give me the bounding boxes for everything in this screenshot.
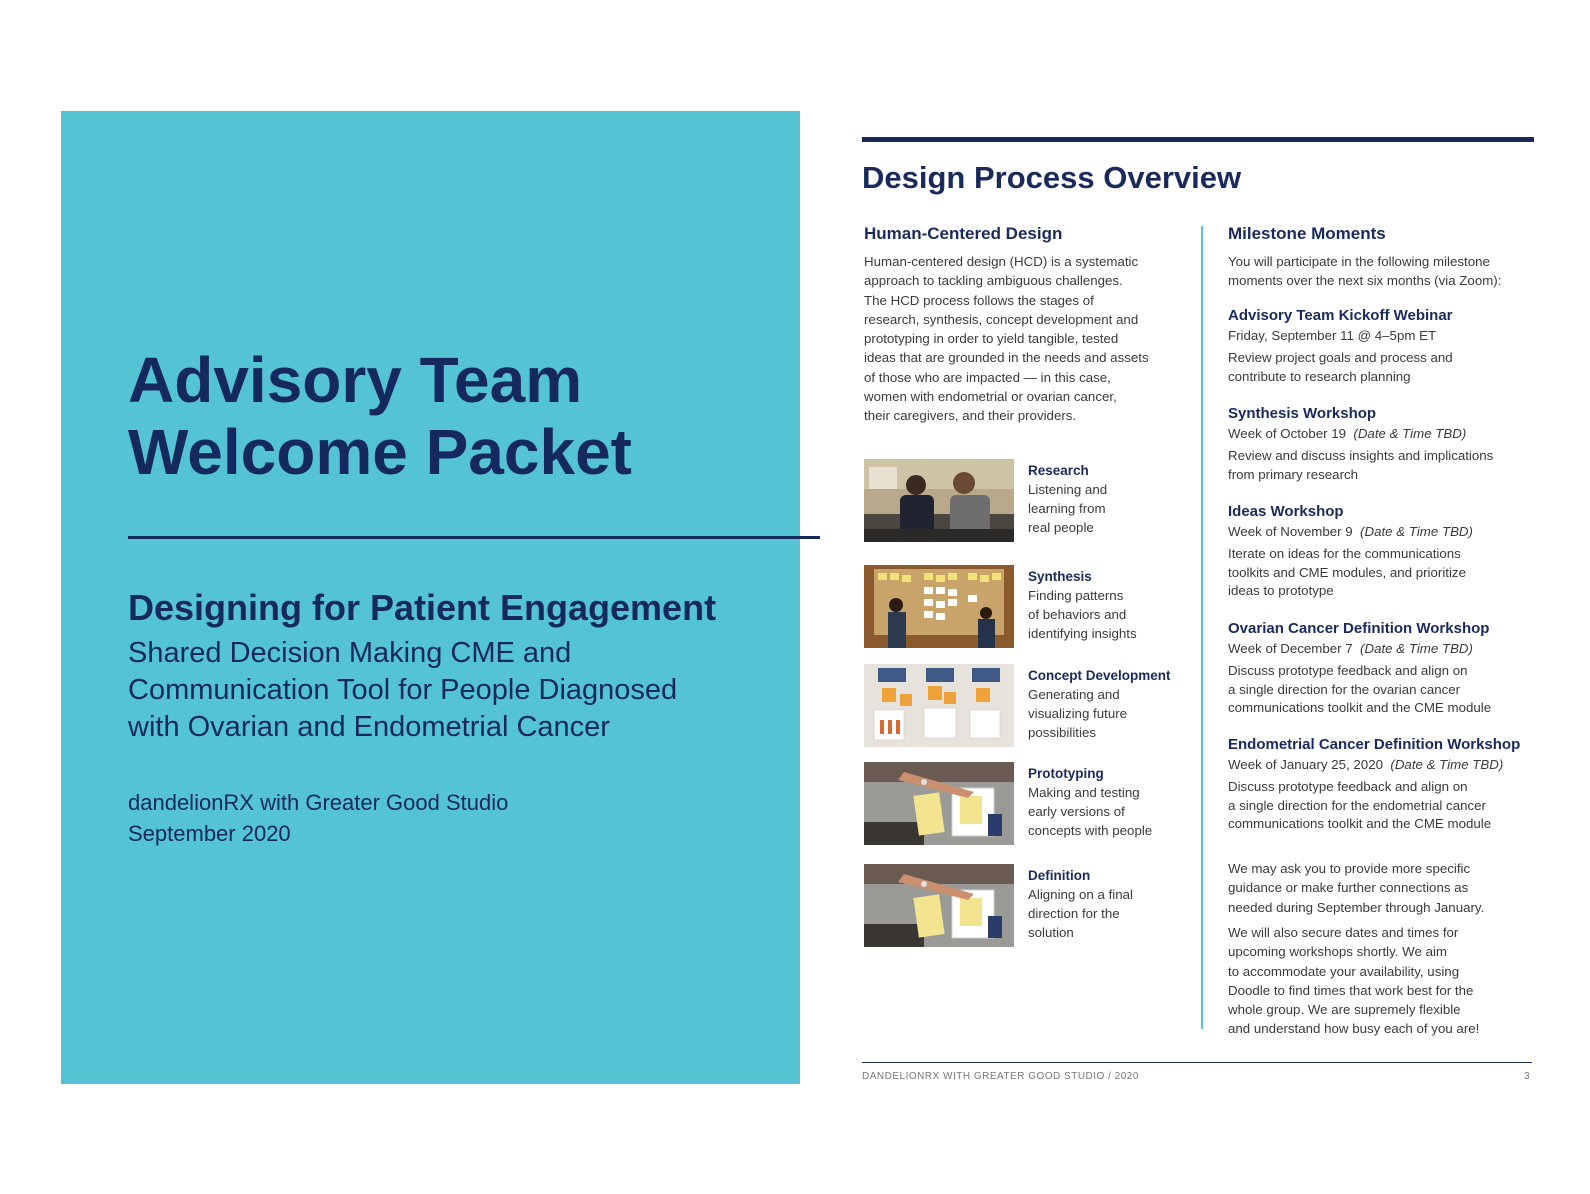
- stage-desc-line: possibilities: [1028, 725, 1096, 740]
- stage-title: Prototyping: [1028, 766, 1104, 781]
- cover-desc-line3: with Ovarian and Endometrial Cancer: [128, 711, 610, 743]
- milestone-desc-line: communications toolkit and the CME module: [1228, 700, 1492, 715]
- hcd-line: ideas that are grounded in the needs and assets: [864, 350, 1149, 366]
- milestone-date-text: Week of December 7: [1228, 641, 1353, 656]
- milestone-desc-line: Iterate on ideas for the communications: [1228, 546, 1461, 561]
- note-line: We will also secure dates and times for: [1228, 925, 1459, 940]
- page-top-rule: [862, 137, 1534, 142]
- milestone-ovarian-definition: [1228, 619, 1538, 718]
- cover-byline: [128, 787, 508, 849]
- cover-divider: [128, 536, 820, 539]
- research-photo: [864, 459, 1014, 542]
- hcd-line: approach to tackling ambiguous challenges.: [864, 273, 1123, 289]
- hcd-line: women with endometrial or ovarian cancer,: [864, 389, 1117, 405]
- stage-desc-line: Finding patterns: [1028, 588, 1124, 603]
- milestones-note-2: [1228, 923, 1538, 1039]
- cover-panel: [61, 111, 800, 1084]
- stage-desc-line: Listening and: [1028, 482, 1108, 497]
- milestone-date: [1228, 639, 1538, 658]
- hcd-line: The HCD process follows the stages of: [864, 292, 1094, 308]
- footer-credit: DANDELIONRX WITH GREATER GOOD STUDIO / 2020: [862, 1071, 1139, 1082]
- note-line: needed during September through January.: [1228, 899, 1485, 915]
- milestone-tbd: (Date & Time TBD): [1360, 641, 1473, 656]
- stage-synthesis: [864, 565, 1194, 650]
- milestone-date-text: Week of January 25, 2020: [1228, 757, 1383, 772]
- milestone-desc-line: toolkits and CME modules, and prioritize: [1228, 564, 1466, 580]
- milestone-date-text: Week of November 9: [1228, 524, 1353, 539]
- stage-desc-line: real people: [1028, 520, 1094, 535]
- milestone-date-text: Friday, September 11 @ 4–5pm ET: [1228, 328, 1437, 343]
- cover-desc-line1: Shared Decision Making CME and: [128, 637, 572, 669]
- milestone-desc-line: contribute to research planning: [1228, 368, 1411, 384]
- milestone-date: [1228, 755, 1538, 774]
- milestone-title: Endometrial Cancer Definition Workshop: [1228, 736, 1521, 753]
- cover-date: September 2020: [128, 821, 291, 846]
- stage-title: Concept Development: [1028, 668, 1171, 683]
- milestone-synthesis-workshop: [1228, 404, 1538, 484]
- hcd-paragraph: [864, 252, 1184, 426]
- milestones-intro: [1228, 252, 1538, 291]
- hcd-line: prototyping in order to yield tangible, tested: [864, 331, 1119, 347]
- concept-photo: [864, 664, 1014, 747]
- milestone-desc: [1228, 349, 1538, 386]
- milestone-kickoff: [1228, 306, 1538, 386]
- definition-photo: [864, 864, 1014, 947]
- stage-desc-line: early versions of: [1028, 804, 1125, 819]
- footer-rule: [862, 1062, 1532, 1063]
- stage-desc-line: identifying insights: [1028, 626, 1137, 641]
- milestone-title: Advisory Team Kickoff Webinar: [1228, 307, 1453, 324]
- milestone-desc-line: Discuss prototype feedback and align on: [1228, 663, 1468, 678]
- stage-desc: [1028, 685, 1193, 742]
- stage-desc-line: visualizing future: [1028, 706, 1128, 721]
- milestone-desc-line: ideas to prototype: [1228, 583, 1334, 598]
- cover-description: [128, 635, 788, 746]
- stage-concept-development: [864, 664, 1194, 749]
- milestone-desc: [1228, 447, 1538, 484]
- stage-desc: [1028, 783, 1193, 840]
- milestone-ideas-workshop: [1228, 502, 1538, 601]
- cover-desc-line2: Communication Tool for People Diagnosed: [128, 674, 678, 706]
- milestone-title: Ideas Workshop: [1228, 503, 1344, 520]
- milestone-date: [1228, 326, 1538, 345]
- hcd-heading: Human-Centered Design: [864, 224, 1063, 243]
- stage-research: [864, 459, 1194, 544]
- stage-desc-line: concepts with people: [1028, 823, 1153, 838]
- stage-desc-line: of behaviors and: [1028, 607, 1127, 622]
- note-line: upcoming workshops shortly. We aim: [1228, 944, 1447, 960]
- note-line: Doodle to find times that work best for the: [1228, 982, 1474, 998]
- milestone-title: Synthesis Workshop: [1228, 405, 1377, 422]
- page-number: 3: [1524, 1071, 1530, 1082]
- milestone-endometrial-definition: [1228, 735, 1538, 834]
- milestone-desc-line: a single direction for the endometrial cancer: [1228, 797, 1486, 813]
- milestone-date-text: Week of October 19: [1228, 426, 1347, 441]
- stage-desc: [1028, 480, 1193, 537]
- milestone-title: Ovarian Cancer Definition Workshop: [1228, 620, 1490, 637]
- milestone-desc-line: Discuss prototype feedback and align on: [1228, 779, 1468, 794]
- cover-title-line2: Welcome Packet: [128, 416, 632, 488]
- intro-line: moments over the next six months (via Zoom):: [1228, 273, 1502, 289]
- stage-desc-line: Generating and: [1028, 687, 1120, 702]
- stage-desc-line: learning from: [1028, 501, 1106, 516]
- stage-desc-line: Making and testing: [1028, 785, 1140, 800]
- milestone-tbd: (Date & Time TBD): [1390, 757, 1504, 772]
- cover-title: [128, 344, 768, 488]
- hcd-line: research, synthesis, concept development and: [864, 311, 1139, 327]
- note-line: to accommodate your availability, using: [1228, 963, 1460, 979]
- stage-desc-line: direction for the: [1028, 906, 1120, 921]
- milestone-desc: [1228, 662, 1538, 718]
- prototyping-photo: [864, 762, 1014, 845]
- stage-desc-line: solution: [1028, 925, 1074, 940]
- stage-prototyping: [864, 762, 1194, 847]
- note-line: guidance or make further connections as: [1228, 880, 1469, 896]
- hcd-line: Human-centered design (HCD) is a systematic: [864, 254, 1139, 269]
- stage-desc-line: Aligning on a final: [1028, 887, 1133, 902]
- milestone-desc-line: a single direction for the ovarian cancer: [1228, 681, 1461, 697]
- stage-desc: [1028, 586, 1193, 643]
- milestone-desc-line: communications toolkit and the CME module: [1228, 816, 1492, 831]
- stage-title: Definition: [1028, 868, 1091, 883]
- milestone-date: [1228, 424, 1538, 443]
- intro-line: You will participate in the following milestone: [1228, 254, 1490, 269]
- stage-title: Synthesis: [1028, 569, 1092, 584]
- milestone-desc: [1228, 778, 1538, 834]
- column-divider: [1201, 226, 1203, 1029]
- stage-desc: [1028, 885, 1193, 942]
- note-line: and understand how busy each of you are!: [1228, 1021, 1480, 1037]
- cover-subtitle: Designing for Patient Engagement: [128, 587, 717, 628]
- milestone-desc: [1228, 545, 1538, 601]
- note-line: whole group. We are supremely flexible: [1228, 1002, 1461, 1018]
- milestone-tbd: (Date & Time TBD): [1360, 524, 1473, 539]
- page-title: Design Process Overview: [862, 160, 1242, 195]
- stage-definition: [864, 864, 1194, 949]
- milestones-note-1: [1228, 859, 1538, 917]
- milestones-heading: Milestone Moments: [1228, 224, 1386, 243]
- cover-title-line1: Advisory Team: [128, 344, 583, 416]
- milestone-tbd: (Date & Time TBD): [1353, 426, 1467, 441]
- hcd-line: of those who are impacted — in this case,: [864, 369, 1111, 385]
- cover-author: dandelionRX with Greater Good Studio: [128, 790, 509, 815]
- milestone-desc-line: Review project goals and process and: [1228, 350, 1453, 365]
- hcd-line: their caregivers, and their providers.: [864, 408, 1077, 424]
- milestone-date: [1228, 522, 1538, 541]
- stage-title: Research: [1028, 463, 1089, 478]
- note-line: We may ask you to provide more specific: [1228, 861, 1471, 876]
- synthesis-photo: [864, 565, 1014, 648]
- milestone-desc-line: from primary research: [1228, 466, 1359, 482]
- milestone-desc-line: Review and discuss insights and implications: [1228, 448, 1494, 463]
